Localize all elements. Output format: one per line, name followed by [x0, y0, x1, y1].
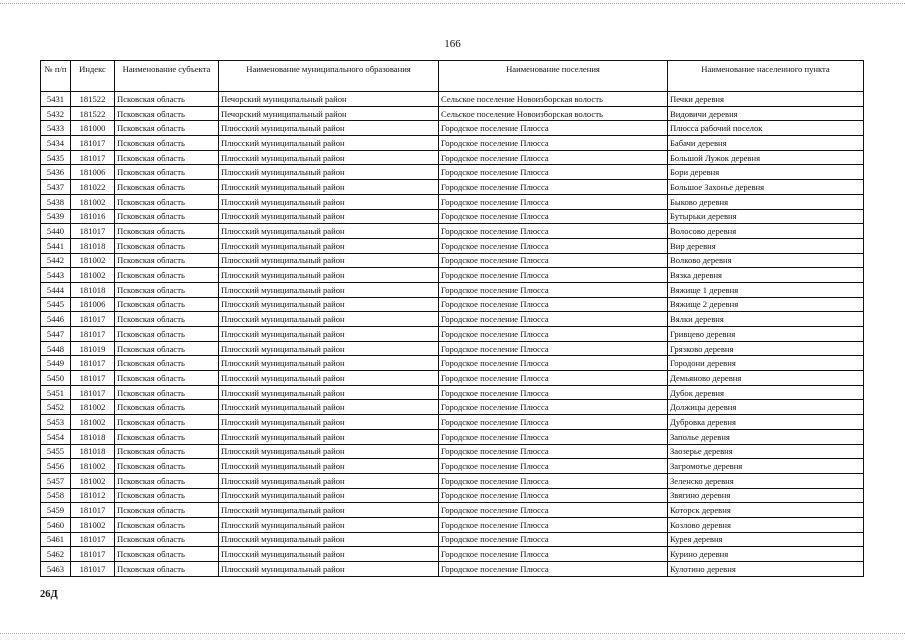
- cell-settlement: Городское поселение Плюсса: [439, 209, 668, 224]
- table-row: [41, 165, 864, 180]
- cell-region: Псковская область: [115, 253, 219, 268]
- table-row: [41, 429, 864, 444]
- cell-locality: Бутырьки деревня: [668, 209, 864, 224]
- cell-district: Плюсский муниципальный район: [219, 429, 439, 444]
- table-row: [41, 282, 864, 297]
- cell-district: Плюсский муниципальный район: [219, 371, 439, 386]
- cell-num: 5437: [41, 180, 71, 195]
- cell-locality: Зеленско деревня: [668, 473, 864, 488]
- cell-index: 181017: [71, 503, 115, 518]
- cell-region: Псковская область: [115, 341, 219, 356]
- cell-index: 181017: [71, 562, 115, 577]
- table-row: [41, 385, 864, 400]
- table-row: [41, 400, 864, 415]
- cell-district: Плюсский муниципальный район: [219, 517, 439, 532]
- header-settlement: Наименование поселения: [439, 61, 668, 92]
- cell-num: 5436: [41, 165, 71, 180]
- cell-index: 181002: [71, 400, 115, 415]
- cell-district: Плюсский муниципальный район: [219, 488, 439, 503]
- cell-index: 181002: [71, 517, 115, 532]
- cell-index: 181002: [71, 194, 115, 209]
- cell-region: Псковская область: [115, 312, 219, 327]
- cell-district: Плюсский муниципальный район: [219, 385, 439, 400]
- table-row: [41, 253, 864, 268]
- table-row: [41, 341, 864, 356]
- cell-index: 181022: [71, 180, 115, 195]
- cell-num: 5459: [41, 503, 71, 518]
- cell-region: Псковская область: [115, 165, 219, 180]
- cell-settlement: Городское поселение Плюсса: [439, 136, 668, 151]
- cell-settlement: Городское поселение Плюсса: [439, 327, 668, 342]
- cell-region: Псковская область: [115, 194, 219, 209]
- cell-locality: Должицы деревня: [668, 400, 864, 415]
- header-region: Наименование субъекта: [115, 61, 219, 92]
- cell-district: Плюсский муниципальный район: [219, 136, 439, 151]
- table-row: [41, 268, 864, 283]
- cell-index: 181017: [71, 224, 115, 239]
- table-row: [41, 473, 864, 488]
- cell-locality: Волково деревня: [668, 253, 864, 268]
- cell-index: 181522: [71, 92, 115, 107]
- header-row: [41, 61, 864, 92]
- cell-district: Плюсский муниципальный район: [219, 268, 439, 283]
- cell-locality: Дубок деревня: [668, 385, 864, 400]
- cell-district: Плюсский муниципальный район: [219, 121, 439, 136]
- cell-num: 5454: [41, 429, 71, 444]
- cell-region: Псковская область: [115, 444, 219, 459]
- cell-num: 5448: [41, 341, 71, 356]
- cell-district: Плюсский муниципальный район: [219, 150, 439, 165]
- cell-district: Плюсский муниципальный район: [219, 238, 439, 253]
- cell-index: 181006: [71, 165, 115, 180]
- cell-district: Плюсский муниципальный район: [219, 459, 439, 474]
- cell-num: 5439: [41, 209, 71, 224]
- cell-settlement: Городское поселение Плюсса: [439, 297, 668, 312]
- cell-num: 5431: [41, 92, 71, 107]
- cell-settlement: Городское поселение Плюсса: [439, 356, 668, 371]
- cell-index: 181018: [71, 282, 115, 297]
- cell-region: Псковская область: [115, 224, 219, 239]
- cell-index: 181017: [71, 547, 115, 562]
- cell-district: Печорский муниципальный район: [219, 106, 439, 121]
- cell-district: Печорский муниципальный район: [219, 92, 439, 107]
- table-row: [41, 297, 864, 312]
- cell-num: 5440: [41, 224, 71, 239]
- table-row: [41, 415, 864, 430]
- cell-region: Псковская область: [115, 415, 219, 430]
- table-row: [41, 459, 864, 474]
- cell-num: 5463: [41, 562, 71, 577]
- cell-num: 5442: [41, 253, 71, 268]
- cell-region: Псковская область: [115, 268, 219, 283]
- cell-region: Псковская область: [115, 121, 219, 136]
- table-row: [41, 209, 864, 224]
- cell-settlement: Городское поселение Плюсса: [439, 238, 668, 253]
- table-row: [41, 547, 864, 562]
- cell-district: Плюсский муниципальный район: [219, 312, 439, 327]
- cell-settlement: Городское поселение Плюсса: [439, 268, 668, 283]
- cell-locality: Печки деревня: [668, 92, 864, 107]
- cell-num: 5434: [41, 136, 71, 151]
- cell-num: 5455: [41, 444, 71, 459]
- cell-num: 5452: [41, 400, 71, 415]
- cell-locality: Козлово деревня: [668, 517, 864, 532]
- cell-region: Псковская область: [115, 562, 219, 577]
- table-row: [41, 312, 864, 327]
- table-row: [41, 92, 864, 107]
- cell-index: 181017: [71, 385, 115, 400]
- cell-district: Плюсский муниципальный район: [219, 444, 439, 459]
- cell-locality: Кулотино деревня: [668, 562, 864, 577]
- cell-district: Плюсский муниципальный район: [219, 327, 439, 342]
- locality-register-table: [40, 60, 864, 577]
- cell-num: 5432: [41, 106, 71, 121]
- cell-settlement: Городское поселение Плюсса: [439, 415, 668, 430]
- cell-district: Плюсский муниципальный район: [219, 547, 439, 562]
- table-row: [41, 444, 864, 459]
- cell-locality: Бабачи деревня: [668, 136, 864, 151]
- cell-num: 5438: [41, 194, 71, 209]
- cell-district: Плюсский муниципальный район: [219, 415, 439, 430]
- cell-index: 181002: [71, 459, 115, 474]
- cell-settlement: Городское поселение Плюсса: [439, 562, 668, 577]
- cell-num: 5461: [41, 532, 71, 547]
- header-locality: Наименование населенного пункта: [668, 61, 864, 92]
- cell-locality: Курея деревня: [668, 532, 864, 547]
- cell-index: 181006: [71, 297, 115, 312]
- cell-region: Псковская область: [115, 297, 219, 312]
- table-row: [41, 503, 864, 518]
- cell-settlement: Городское поселение Плюсса: [439, 341, 668, 356]
- table-row: [41, 517, 864, 532]
- cell-district: Плюсский муниципальный район: [219, 224, 439, 239]
- cell-settlement: Городское поселение Плюсса: [439, 517, 668, 532]
- cell-settlement: Городское поселение Плюсса: [439, 532, 668, 547]
- cell-settlement: Городское поселение Плюсса: [439, 282, 668, 297]
- cell-index: 181018: [71, 429, 115, 444]
- table-row: [41, 327, 864, 342]
- cell-index: 181019: [71, 341, 115, 356]
- table-row: [41, 562, 864, 577]
- cell-locality: Большой Лужок деревня: [668, 150, 864, 165]
- cell-index: 181017: [71, 356, 115, 371]
- cell-region: Псковская область: [115, 356, 219, 371]
- table-row: [41, 532, 864, 547]
- cell-locality: Которск деревня: [668, 503, 864, 518]
- cell-settlement: Городское поселение Плюсса: [439, 459, 668, 474]
- cell-district: Плюсский муниципальный район: [219, 194, 439, 209]
- table-row: [41, 488, 864, 503]
- cell-locality: Заполье деревня: [668, 429, 864, 444]
- table-row: [41, 150, 864, 165]
- cell-num: 5445: [41, 297, 71, 312]
- cell-num: 5451: [41, 385, 71, 400]
- cell-settlement: Городское поселение Плюсса: [439, 488, 668, 503]
- table-row: [41, 136, 864, 151]
- cell-settlement: Городское поселение Плюсса: [439, 150, 668, 165]
- cell-num: 5441: [41, 238, 71, 253]
- cell-district: Плюсский муниципальный район: [219, 532, 439, 547]
- cell-index: 181018: [71, 238, 115, 253]
- cell-district: Плюсский муниципальный район: [219, 253, 439, 268]
- cell-index: 181522: [71, 106, 115, 121]
- cell-settlement: Городское поселение Плюсса: [439, 165, 668, 180]
- cell-region: Псковская область: [115, 92, 219, 107]
- cell-index: 181012: [71, 488, 115, 503]
- cell-num: 5449: [41, 356, 71, 371]
- cell-district: Плюсский муниципальный район: [219, 473, 439, 488]
- cell-region: Псковская область: [115, 400, 219, 415]
- cell-region: Псковская область: [115, 209, 219, 224]
- footer-code: 26Д: [40, 589, 58, 600]
- cell-locality: Заозерье деревня: [668, 444, 864, 459]
- cell-district: Плюсский муниципальный район: [219, 165, 439, 180]
- cell-index: 181017: [71, 312, 115, 327]
- cell-num: 5435: [41, 150, 71, 165]
- cell-district: Плюсский муниципальный район: [219, 341, 439, 356]
- cell-num: 5450: [41, 371, 71, 386]
- cell-settlement: Городское поселение Плюсса: [439, 194, 668, 209]
- cell-locality: Вяжище 2 деревня: [668, 297, 864, 312]
- cell-region: Псковская область: [115, 473, 219, 488]
- cell-index: 181017: [71, 150, 115, 165]
- cell-locality: Видовичи деревня: [668, 106, 864, 121]
- cell-locality: Городони деревня: [668, 356, 864, 371]
- scan-edge-bottom: [0, 633, 905, 634]
- cell-region: Псковская область: [115, 282, 219, 297]
- table-row: [41, 194, 864, 209]
- scan-edge-top: [0, 3, 905, 4]
- cell-settlement: Сельское поселение Новоизборская волость: [439, 106, 668, 121]
- table-row: [41, 180, 864, 195]
- cell-locality: Плюсса рабочий поселок: [668, 121, 864, 136]
- cell-locality: Бори деревня: [668, 165, 864, 180]
- cell-settlement: Городское поселение Плюсса: [439, 385, 668, 400]
- cell-index: 181000: [71, 121, 115, 136]
- cell-region: Псковская область: [115, 429, 219, 444]
- cell-region: Псковская область: [115, 503, 219, 518]
- cell-region: Псковская область: [115, 547, 219, 562]
- header-num: № п/п: [41, 61, 71, 92]
- cell-region: Псковская область: [115, 488, 219, 503]
- header-index: Индекс: [71, 61, 115, 92]
- cell-locality: Звягино деревня: [668, 488, 864, 503]
- cell-locality: Загромотье деревня: [668, 459, 864, 474]
- table-row: [41, 121, 864, 136]
- cell-index: 181017: [71, 327, 115, 342]
- cell-settlement: Городское поселение Плюсса: [439, 444, 668, 459]
- cell-settlement: Городское поселение Плюсса: [439, 312, 668, 327]
- cell-region: Псковская область: [115, 327, 219, 342]
- cell-locality: Быково деревня: [668, 194, 864, 209]
- cell-settlement: Городское поселение Плюсса: [439, 473, 668, 488]
- cell-index: 181017: [71, 371, 115, 386]
- cell-locality: Волосово деревня: [668, 224, 864, 239]
- table-row: [41, 238, 864, 253]
- table-header: [41, 61, 864, 92]
- cell-locality: Большое Захонье деревня: [668, 180, 864, 195]
- cell-settlement: Городское поселение Плюсса: [439, 400, 668, 415]
- cell-district: Плюсский муниципальный район: [219, 400, 439, 415]
- cell-num: 5443: [41, 268, 71, 283]
- cell-index: 181002: [71, 415, 115, 430]
- table-row: [41, 106, 864, 121]
- cell-settlement: Городское поселение Плюсса: [439, 371, 668, 386]
- cell-index: 181016: [71, 209, 115, 224]
- page-number: 166: [444, 38, 461, 50]
- cell-index: 181017: [71, 136, 115, 151]
- cell-district: Плюсский муниципальный район: [219, 209, 439, 224]
- cell-num: 5456: [41, 459, 71, 474]
- table-row: [41, 224, 864, 239]
- cell-region: Псковская область: [115, 532, 219, 547]
- cell-index: 181017: [71, 532, 115, 547]
- cell-locality: Демьяново деревня: [668, 371, 864, 386]
- cell-region: Псковская область: [115, 459, 219, 474]
- cell-locality: Вязка деревня: [668, 268, 864, 283]
- cell-settlement: Городское поселение Плюсса: [439, 180, 668, 195]
- cell-settlement: Городское поселение Плюсса: [439, 253, 668, 268]
- cell-num: 5453: [41, 415, 71, 430]
- cell-num: 5462: [41, 547, 71, 562]
- cell-settlement: Городское поселение Плюсса: [439, 121, 668, 136]
- cell-locality: Курино деревня: [668, 547, 864, 562]
- cell-region: Псковская область: [115, 371, 219, 386]
- cell-num: 5446: [41, 312, 71, 327]
- cell-num: 5447: [41, 327, 71, 342]
- cell-settlement: Городское поселение Плюсса: [439, 429, 668, 444]
- cell-district: Плюсский муниципальный район: [219, 356, 439, 371]
- cell-region: Псковская область: [115, 136, 219, 151]
- cell-locality: Вир деревня: [668, 238, 864, 253]
- cell-settlement: Городское поселение Плюсса: [439, 547, 668, 562]
- cell-district: Плюсский муниципальный район: [219, 282, 439, 297]
- cell-num: 5458: [41, 488, 71, 503]
- table-row: [41, 371, 864, 386]
- cell-region: Псковская область: [115, 150, 219, 165]
- table-row: [41, 356, 864, 371]
- cell-region: Псковская область: [115, 517, 219, 532]
- cell-district: Плюсский муниципальный район: [219, 180, 439, 195]
- cell-district: Плюсский муниципальный район: [219, 562, 439, 577]
- cell-region: Псковская область: [115, 180, 219, 195]
- cell-num: 5460: [41, 517, 71, 532]
- cell-district: Плюсский муниципальный район: [219, 297, 439, 312]
- cell-locality: Гривцево деревня: [668, 327, 864, 342]
- cell-district: Плюсский муниципальный район: [219, 503, 439, 518]
- cell-locality: Вялки деревня: [668, 312, 864, 327]
- table-body: [41, 92, 864, 577]
- cell-settlement: Сельское поселение Новоизборская волость: [439, 92, 668, 107]
- cell-locality: Дубровка деревня: [668, 415, 864, 430]
- cell-region: Псковская область: [115, 238, 219, 253]
- cell-index: 181018: [71, 444, 115, 459]
- cell-index: 181002: [71, 268, 115, 283]
- cell-index: 181002: [71, 473, 115, 488]
- cell-settlement: Городское поселение Плюсса: [439, 224, 668, 239]
- cell-num: 5457: [41, 473, 71, 488]
- header-district: Наименование муниципального образования: [219, 61, 439, 92]
- cell-locality: Вяжище 1 деревня: [668, 282, 864, 297]
- cell-locality: Грязково деревня: [668, 341, 864, 356]
- cell-region: Псковская область: [115, 385, 219, 400]
- cell-region: Псковская область: [115, 106, 219, 121]
- cell-num: 5444: [41, 282, 71, 297]
- cell-settlement: Городское поселение Плюсса: [439, 503, 668, 518]
- cell-index: 181002: [71, 253, 115, 268]
- cell-num: 5433: [41, 121, 71, 136]
